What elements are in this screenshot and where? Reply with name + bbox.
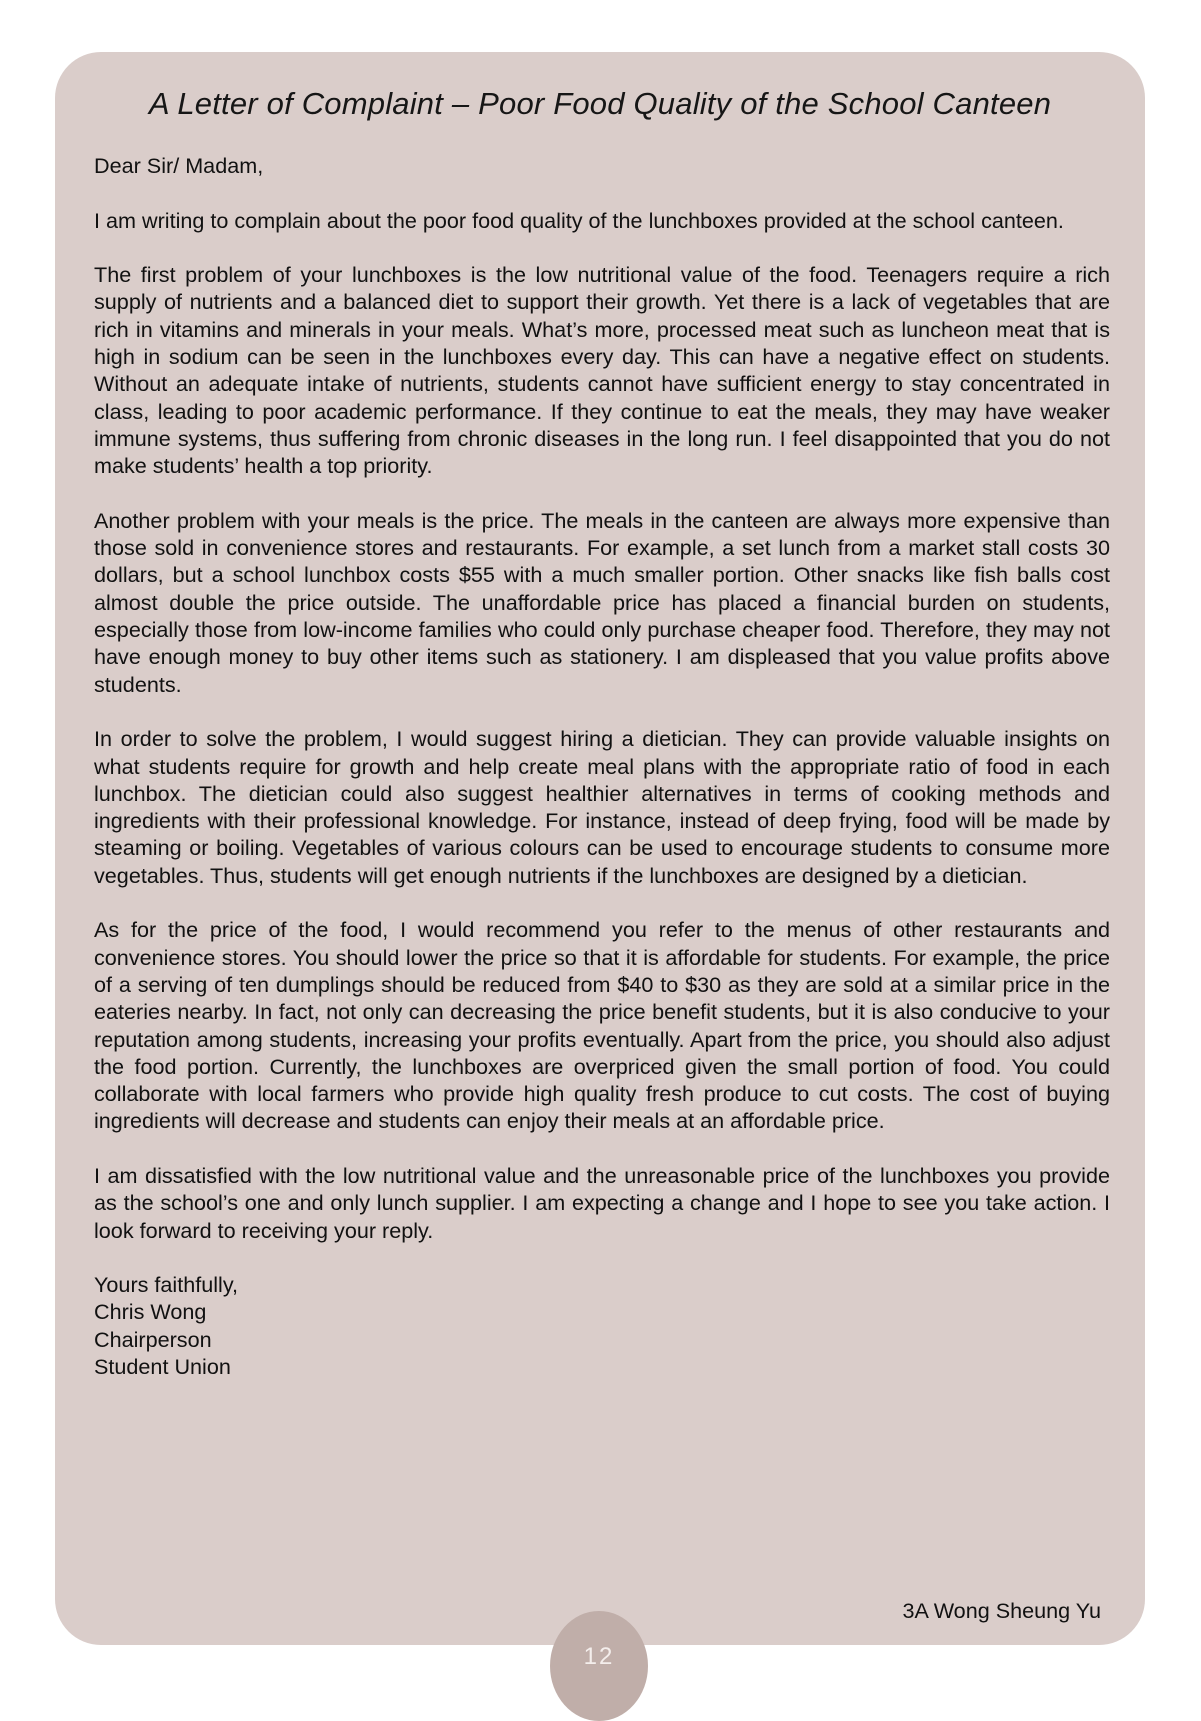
signoff-organization: Student Union (94, 1354, 231, 1380)
signoff-role: Chairperson (94, 1326, 212, 1352)
author-byline: 3A Wong Sheung Yu (902, 1598, 1101, 1623)
paragraph-nutrition-problem: The first problem of your lunchboxes is the low nutritional value of the food. Teenagers require a rich supply of nutrients and a balanced diet to support their growth. Yet there is a lack of vegetables that are rich in vitamins and minerals in your meals. What’s more, processed meat such as luncheon meat that is high in sodium can be seen in the lunchboxes every day. This can have a negative effect on students. Without an adequate intake of nutrients, students cannot have sufficient energy to stay concentrated in class, leading to poor academic performance. If they continue to eat the meals, they may have weaker immune systems, thus suffering from chronic diseases in the long run. I feel disappointed that you do not make students’ health a top priority. (94, 262, 1110, 479)
signoff (94, 1271, 1110, 1380)
letter-body (94, 152, 1110, 1380)
salutation: Dear Sir/ Madam, (94, 153, 264, 178)
paragraph-conclusion: I am dissatisfied with the low nutritional value and the unreasonable price of the lunchboxes you provide as the school’s one and only lunch supplier. I am expecting a change and I hope to see you take action. I look forward to receiving your reply. (94, 1162, 1110, 1243)
paragraph-dietician-solution: In order to solve the problem, I would suggest hiring a dietician. They can provide valuable insights on what students require for growth and help create meal plans with the appropriate ratio of food in each lunchbox. The dietician could also suggest healthier alternatives in terms of cooking methods and ingredients with their professional knowledge. For instance, instead of deep frying, food will be made by steaming or boiling. Vegetables of various colours can be used to encourage students to consume more vegetables. Thus, students will get enough nutrients if the lunchboxes are designed by a dietician. (94, 726, 1110, 888)
letter-title: A Letter of Complaint – Poor Food Quality of the School Canteen (148, 86, 1052, 121)
signoff-name: Chris Wong (94, 1299, 207, 1325)
paragraph-price-problem: Another problem with your meals is the price. The meals in the canteen are always more expensive than those sold in convenience stores and restaurants. For example, a set lunch from a market stall costs 30 dollars, but a school lunchbox costs $55 with a much smaller portion. Other snacks like fish balls cost almost double the price outside. The unaffordable price has placed a financial burden on students, especially those from low-income families who could only purchase cheaper food. Therefore, they may not have enough money to buy other items such as stationery. I am displeased that you value profits above students. (94, 507, 1110, 697)
signoff-closing: Yours faithfully, (94, 1272, 239, 1298)
paragraph-price-solution: As for the price of the food, I would recommend you refer to the menus of other restaurants and convenience stores. You should lower the price so that it is affordable for students. For example, the price of a serving of ten dumplings should be reduced from $40 to $30 as they are sold at a similar price in the eateries nearby. In fact, not only can decreasing the price benefit students, but it is also conducive to your reputation among students, increasing your profits eventually. Apart from the price, you should also adjust the food portion. Currently, the lunchboxes are overpriced given the small portion of food. You could collaborate with local farmers who provide high quality fresh produce to cut costs. The cost of buying ingredients will decrease and students can enjoy their meals at an affordable price. (94, 917, 1110, 1134)
paragraph-intro: I am writing to complain about the poor food quality of the lunchboxes provided at the school canteen. (94, 207, 1064, 233)
page-number: 12 (583, 1643, 615, 1670)
